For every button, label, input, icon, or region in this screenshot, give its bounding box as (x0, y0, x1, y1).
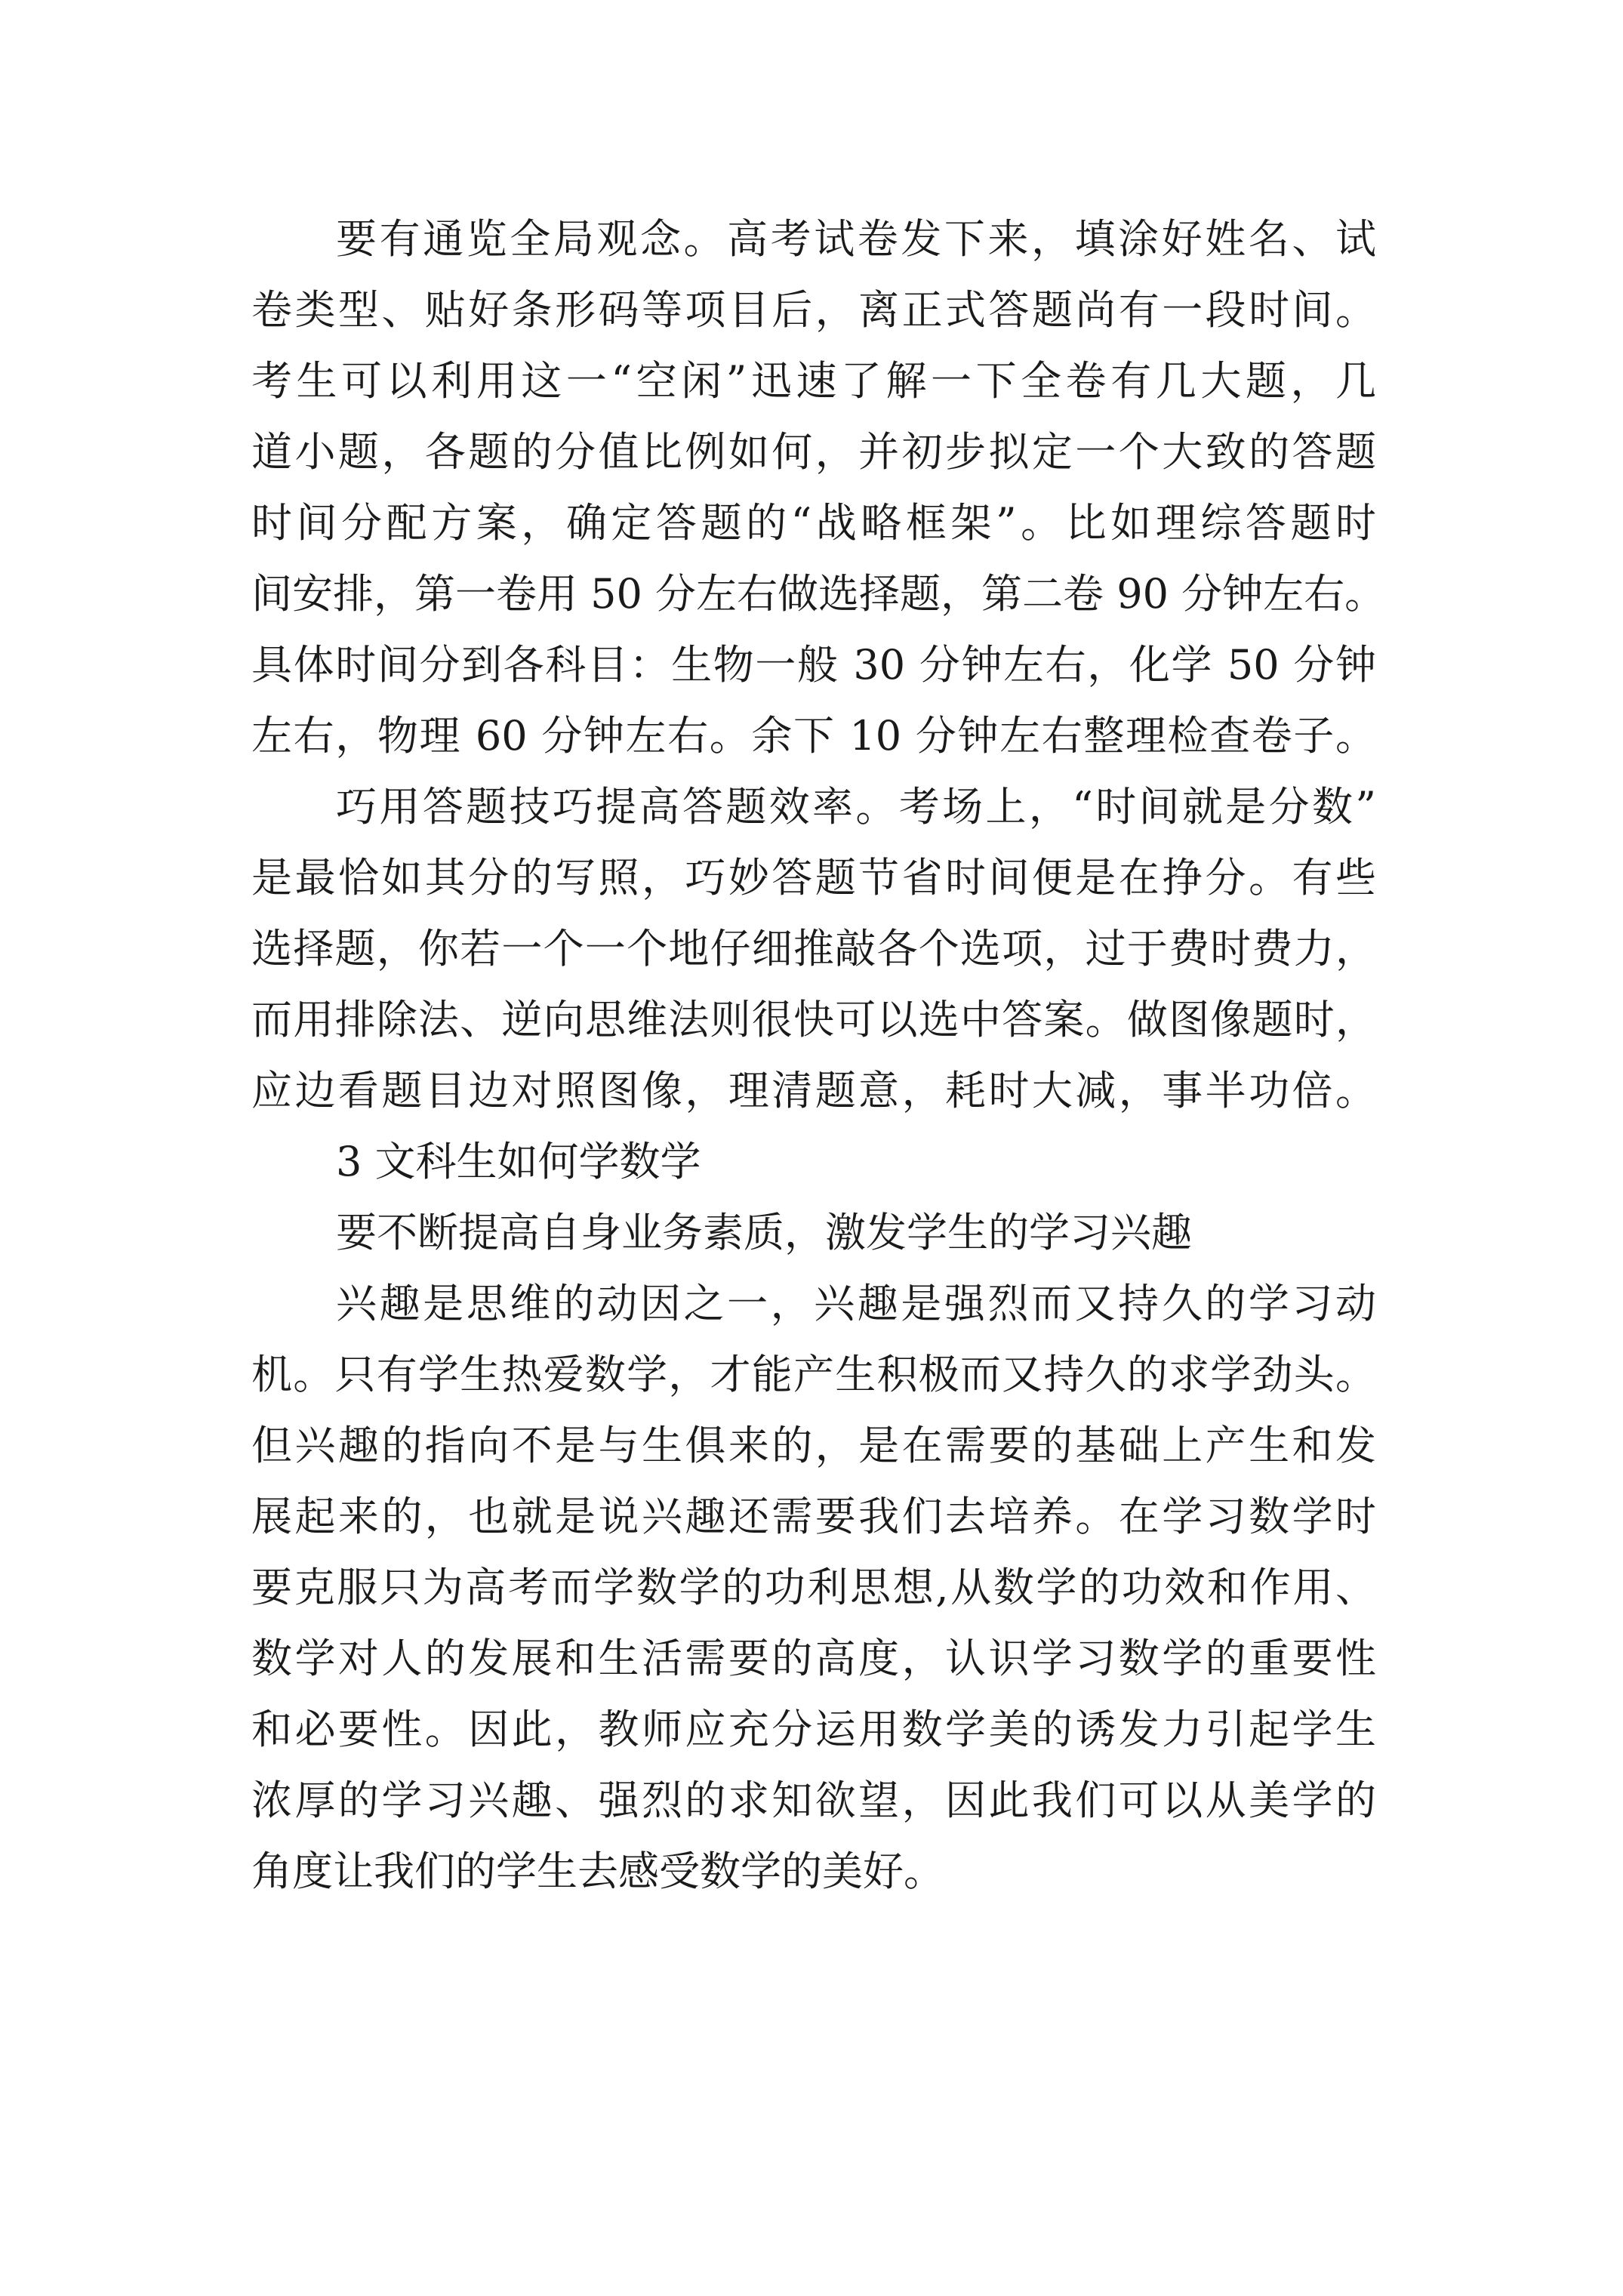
document-body (251, 204, 1386, 1907)
text-line: 但兴趣的指向不是与生俱来的，是在需要的基础上产生和发 (251, 1422, 1376, 1469)
text-line: 具体时间分到各科目：生物一般 30 分钟左右，化学 50 分钟 (251, 641, 1376, 689)
text-line: 数学对人的发展和生活需要的高度，认识学习数学的重要性 (251, 1635, 1376, 1682)
text-line: 要不断提高自身业务素质，激发学生的学习兴趣 (336, 1209, 1192, 1256)
text-line: 要有通览全局观念。高考试卷发下来，填涂好姓名、试 (336, 215, 1376, 263)
text-line: 巧用答题技巧提高答题效率。考场上，“时间就是分数” (336, 783, 1376, 831)
text-line: 要克服只为高考而学数学的功利思想,从数学的功效和作用、 (251, 1564, 1376, 1611)
text-line: 兴趣是思维的动因之一，兴趣是强烈而又持久的学习动 (336, 1280, 1376, 1327)
text-line: 应边看题目边对照图像，理清题意，耗时大减，事半功倍。 (251, 1067, 1376, 1114)
text-line: 道小题，各题的分值比例如何，并初步拟定一个大致的答题 (251, 428, 1376, 476)
text-line: 浓厚的学习兴趣、强烈的求知欲望，因此我们可以从美学的 (251, 1777, 1376, 1824)
text-line: 和必要性。因此，教师应充分运用数学美的诱发力引起学生 (251, 1706, 1376, 1753)
text-line: 3 文科生如何学数学 (336, 1138, 701, 1185)
text-line: 时间分配方案，确定答题的“战略框架”。比如理综答题时 (251, 499, 1376, 547)
text-line: 机。只有学生热爱数学，才能产生积极而又持久的求学劲头。 (251, 1351, 1376, 1398)
text-line: 考生可以利用这一“空闲”迅速了解一下全卷有几大题，几 (251, 357, 1376, 405)
text-line: 左右，物理 60 分钟左右。余下 10 分钟左右整理检查卷子。 (251, 712, 1376, 760)
text-line: 而用排除法、逆向思维法则很快可以选中答案。做图像题时， (251, 996, 1376, 1043)
text-line: 展起来的，也就是说兴趣还需要我们去培养。在学习数学时 (251, 1493, 1376, 1540)
text-line: 是最恰如其分的写照，巧妙答题节省时间便是在挣分。有些 (251, 854, 1376, 901)
text-line: 角度让我们的学生去感受数学的美好。 (251, 1848, 944, 1895)
text-line: 间安排，第一卷用 50 分左右做选择题，第二卷 90 分钟左右。 (251, 570, 1386, 618)
text-line: 卷类型、贴好条形码等项目后，离正式答题尚有一段时间。 (251, 286, 1376, 334)
text-line: 选择题，你若一个一个地仔细推敲各个选项，过于费时费力， (251, 925, 1376, 972)
